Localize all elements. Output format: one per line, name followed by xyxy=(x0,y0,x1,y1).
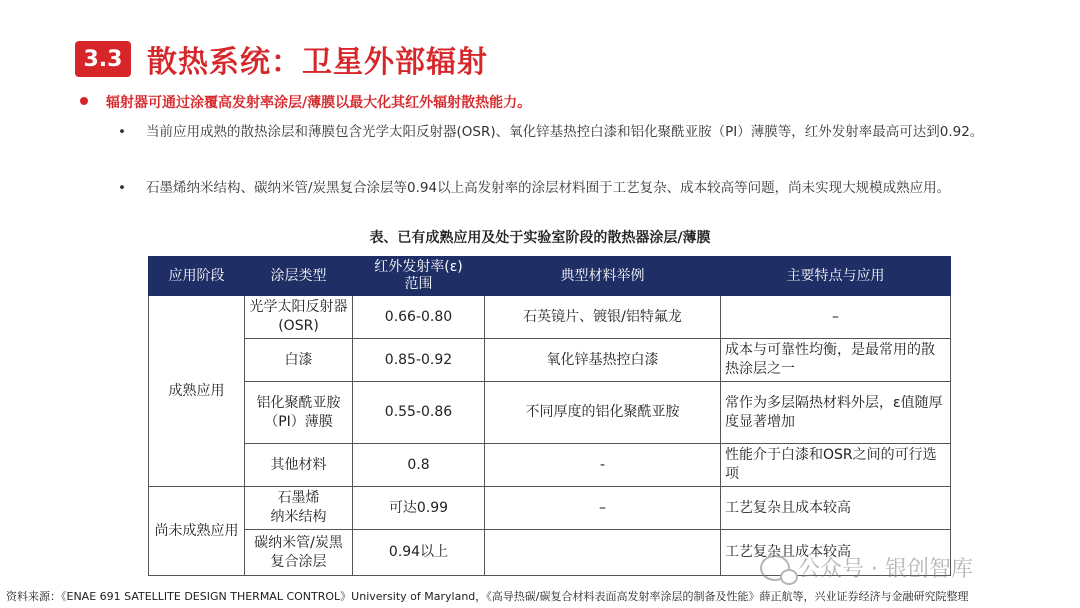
material-cell: 不同厚度的铝化聚酰亚胺 xyxy=(485,382,721,444)
range-cell: 可达0.99 xyxy=(353,487,485,530)
main-bullet xyxy=(80,92,531,112)
main-bullet-text: 辐射器可通过涂覆高发射率涂层/薄膜以最大化其红外辐射散热能力。 xyxy=(106,95,532,111)
sub-bullet xyxy=(118,174,1006,202)
table-header-row xyxy=(149,257,951,296)
coating-table xyxy=(148,256,951,576)
table-row xyxy=(149,487,951,530)
material-cell: - xyxy=(485,444,721,487)
watermark xyxy=(760,552,973,583)
range-cell: 0.94以上 xyxy=(353,530,485,576)
range-cell: 0.66-0.80 xyxy=(353,296,485,339)
table-row xyxy=(149,382,951,444)
bullet-dot-icon xyxy=(80,97,88,105)
table-title: 表、已有成熟应用及处于实验室阶段的散热器涂层/薄膜 xyxy=(369,230,711,246)
table-row xyxy=(149,339,951,382)
material-cell: 氧化锌基热控白漆 xyxy=(485,339,721,382)
type-cell: 其他材料 xyxy=(245,444,353,487)
source-note: 资料来源：《ENAE 691 SATELLITE DESIGN THERMAL CONTROL》University of Maryland，《高导热碳/碳复合材料表面高发射率涂层的制备及性能》薛正航等，兴业证券经济与金融研究院整理 xyxy=(6,590,969,603)
header-stage: 应用阶段 xyxy=(149,257,245,296)
page-title: 散热系统：卫星外部辐射 xyxy=(147,45,488,80)
bullet-mark: • xyxy=(118,180,126,196)
material-cell: – xyxy=(485,487,721,530)
sub-bullet-text: 石墨烯纳米结构、碳纳米管/炭黑复合涂层等0.94以上高发射率的涂层材料囿于工艺复杂、成本较高等问题，尚未实现大规模成熟应用。 xyxy=(146,180,951,196)
type-cell: 白漆 xyxy=(245,339,353,382)
watermark-text: 公众号 · 银创智库 xyxy=(798,557,973,582)
header-range: 红外发射率(ε) 范围 xyxy=(353,257,485,296)
range-cell: 0.8 xyxy=(353,444,485,487)
feature-cell: 常作为多层隔热材料外层，ε值随厚度显著增加 xyxy=(721,382,951,444)
stage-cell: 尚未成熟应用 xyxy=(149,487,245,576)
range-cell: 0.55-0.86 xyxy=(353,382,485,444)
material-cell: 石英镜片、镀银/铝特氟龙 xyxy=(485,296,721,339)
type-cell: 光学太阳反射器(OSR) xyxy=(245,296,353,339)
feature-cell: 性能介于白漆和OSR之间的可行选项 xyxy=(721,444,951,487)
table-row xyxy=(149,296,951,339)
header-material: 典型材料举例 xyxy=(485,257,721,296)
material-cell xyxy=(485,530,721,576)
wechat-icon xyxy=(760,555,790,581)
range-cell: 0.85-0.92 xyxy=(353,339,485,382)
table-row xyxy=(149,444,951,487)
type-cell: 碳纳米管/炭黑复合涂层 xyxy=(245,530,353,576)
type-cell: 石墨烯 纳米结构 xyxy=(245,487,353,530)
feature-cell: 工艺复杂且成本较高 xyxy=(721,487,951,530)
header-feature: 主要特点与应用 xyxy=(721,257,951,296)
header xyxy=(75,38,488,80)
feature-cell: – xyxy=(721,296,951,339)
stage-cell: 成熟应用 xyxy=(149,296,245,487)
sub-bullet xyxy=(118,118,1006,146)
feature-cell: 成本与可靠性均衡，是最常用的散热涂层之一 xyxy=(721,339,951,382)
section-number-badge: 3.3 xyxy=(75,41,131,77)
feature-cell: 工艺复杂且成本较高 xyxy=(721,530,951,576)
header-type: 涂层类型 xyxy=(245,257,353,296)
bullet-mark: • xyxy=(118,124,126,140)
type-cell: 铝化聚酰亚胺（PI）薄膜 xyxy=(245,382,353,444)
sub-bullet-text: 当前应用成熟的散热涂层和薄膜包含光学太阳反射器(OSR)、氧化锌基热控白漆和铝化聚酰亚胺（PI）薄膜等，红外发射率最高可达到0.92。 xyxy=(146,124,984,140)
